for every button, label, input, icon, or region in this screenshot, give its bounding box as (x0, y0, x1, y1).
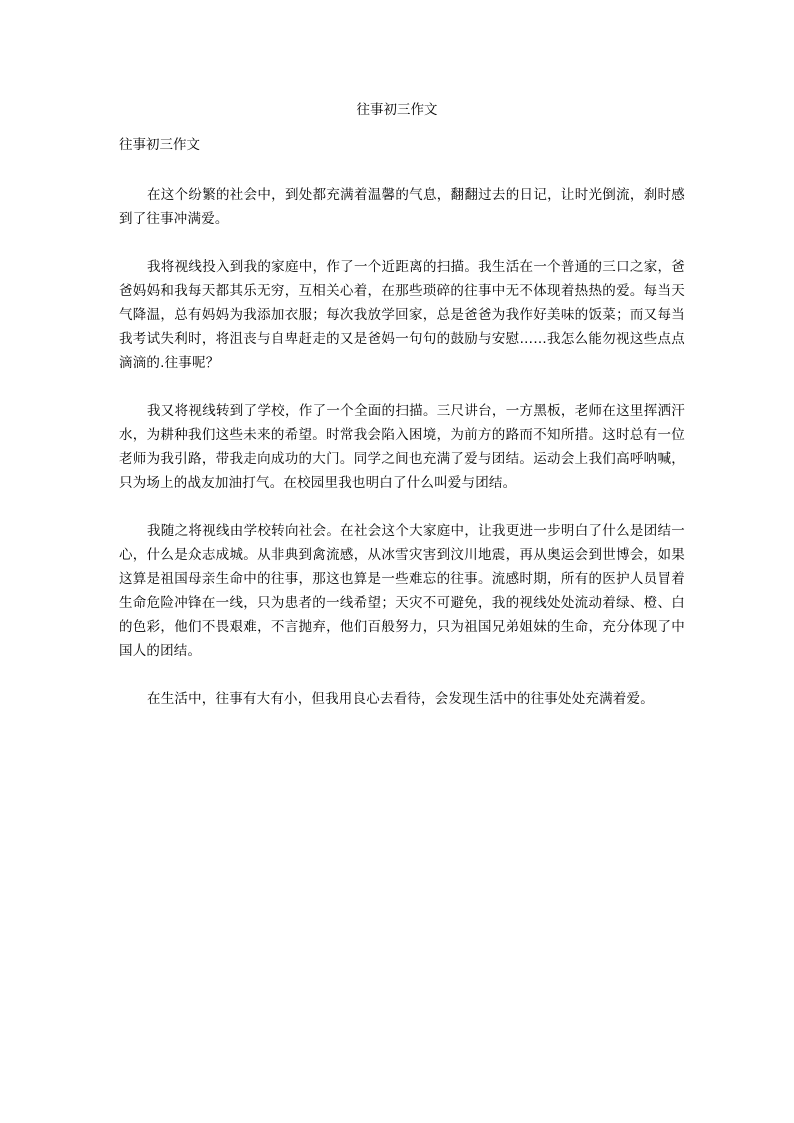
paragraph-1: 在这个纷繁的社会中，到处都充满着温馨的气息，翻翻过去的日记，让时光倒流，刹时感到了往事冲满爱。 (119, 187, 685, 227)
paragraph-3: 我又将视线转到了学校，作了一个全面的扫描。三尺讲台，一方黑板，老师在这里挥洒汗水，为耕种我们这些未来的希望。时常我会陷入困境，为前方的路而不知所措。这时总有一位老师为我引路，带我走向成功的大门。同学之间也充满了爱与团结。运动会上我们高呼呐喊，只为场上的战友加油打气。在校园里我也明白了什么叫爱与团结。 (119, 403, 685, 491)
paragraph-2: 我将视线投入到我的家庭中，作了一个近距离的扫描。我生活在一个普通的三口之家，爸爸妈妈和我每天都其乐无穷，互相关心着，在那些琐碎的往事中无不体现着热热的爱。每当天气降温，总有妈妈为我添加衣服；每次我放学回家，总是爸爸为我作好美味的饭菜；而又每当我考试失利时，将沮丧与自卑赶走的又是爸妈一句句的鼓励与安慰……我怎么能勿视这些点点滴滴的.往事呢？ (119, 259, 685, 371)
document-title: 往事初三作文 (356, 102, 438, 118)
paragraph-5: 在生活中，往事有大有小，但我用良心去看待，会发现生活中的往事处处充满着爱。 (147, 691, 654, 707)
article-body (119, 183, 685, 735)
article-heading: 往事初三作文 (119, 137, 200, 153)
paragraph-4: 我随之将视线由学校转向社会。在社会这个大家庭中，让我更进一步明白了什么是团结一心，什么是众志成城。从非典到禽流感，从冰雪灾害到汶川地震，再从奥运会到世博会，如果这算是祖国母亲生命中的往事，那这也算是一些难忘的往事。流感时期，所有的医护人员冒着生命危险冲锋在一线，只为患者的一线希望；天灾不可避免，我的视线处处流动着绿、橙、白的色彩，他们不畏艰难，不言抛弃，他们百般努力，只为祖国兄弟姐妹的生命，充分体现了中国人的团结。 (119, 523, 685, 659)
